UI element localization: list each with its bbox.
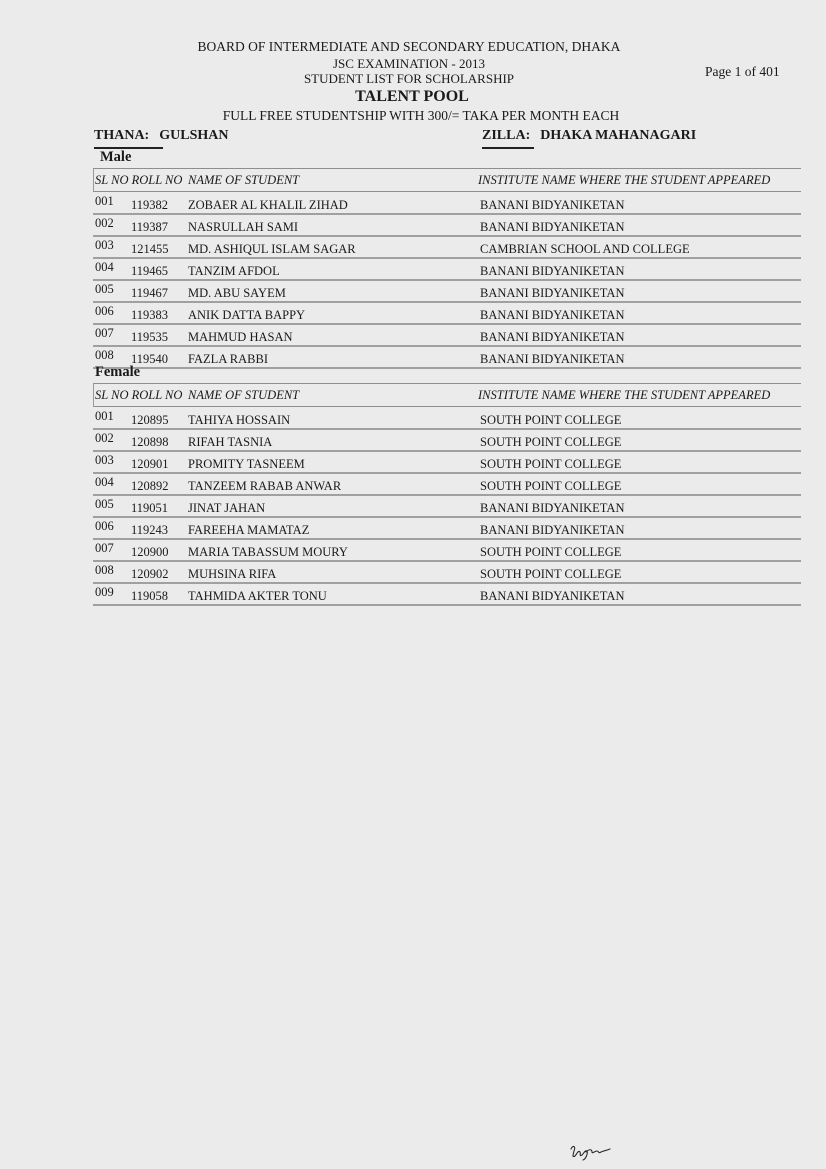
column-name: NAME OF STUDENT [188,173,300,187]
institute-name: BANANI BIDYANIKETAN [480,523,625,537]
table-row [93,303,801,325]
sl-no: 005 [95,497,114,511]
roll-no: 119467 [131,286,169,300]
sl-no: 004 [95,475,114,489]
institute-name: BANANI BIDYANIKETAN [480,264,625,278]
table-row [93,496,801,518]
sl-no: 003 [95,238,114,252]
female-section-title: Female [95,364,141,380]
roll-no: 119465 [131,264,169,278]
female-table-body [93,408,801,606]
table-row [93,215,801,237]
column-institute: INSTITUTE NAME WHERE THE STUDENT APPEARED [478,173,771,187]
sl-no: 003 [95,453,114,467]
student-name: TANZIM AFDOL [188,264,280,278]
table-row [93,584,801,606]
sl-no: 007 [95,326,114,340]
category-title: TALENT POOL [355,88,469,105]
thana-field [94,128,228,144]
sl-no: 005 [95,282,114,296]
student-name: MARIA TABASSUM MOURY [188,545,348,559]
sl-no: 008 [95,348,114,362]
student-name: ANIK DATTA BAPPY [188,308,306,322]
student-name: TAHIYA HOSSAIN [188,413,291,427]
student-name: TAHMIDA AKTER TONU [188,589,327,603]
table-row [93,193,801,215]
institute-name: SOUTH POINT COLLEGE [480,457,622,471]
institute-name: BANANI BIDYANIKETAN [480,501,625,515]
roll-no: 119243 [131,523,169,537]
table-row [93,281,801,303]
zilla-value: DHAKA MAHANAGARI [540,128,697,143]
roll-no: 121455 [131,242,169,256]
list-title: STUDENT LIST FOR SCHOLARSHIP [303,71,515,86]
student-name: JINAT JAHAN [188,501,266,515]
column-institute: INSTITUTE NAME WHERE THE STUDENT APPEARED [478,388,771,402]
roll-no: 120898 [131,435,169,449]
student-name: MUHSINA RIFA [188,567,277,581]
roll-no: 120901 [131,457,169,471]
institute-name: CAMBRIAN SCHOOL AND COLLEGE [480,242,690,256]
roll-no: 120902 [131,567,169,581]
table-row [93,452,801,474]
male-section-title: Male [100,149,132,165]
sl-no: 001 [95,194,114,208]
roll-no: 120900 [131,545,169,559]
column-sl-roll: SL NO ROLL NO [95,388,183,402]
sl-no: 006 [95,519,114,533]
table-row [93,347,801,369]
sl-no: 006 [95,304,114,318]
female-table-header [93,383,801,407]
column-sl-roll: SL NO ROLL NO [95,173,183,187]
table-row [93,259,801,281]
student-name: PROMITY TASNEEM [188,457,305,471]
scholarship-subtitle: FULL FREE STUDENTSHIP WITH 300/= TAKA PER MONTH EACH [222,108,620,123]
student-name: MD. ASHIQUL ISLAM SAGAR [188,242,356,256]
sl-no: 007 [95,541,114,555]
institute-name: SOUTH POINT COLLEGE [480,545,622,559]
thana-label: THANA: [94,128,150,143]
institute-name: BANANI BIDYANIKETAN [480,220,625,234]
exam-title: JSC EXAMINATION - 2013 [332,56,486,71]
student-name: FAZLA RABBI [188,352,268,366]
thana-value: GULSHAN [159,128,229,143]
roll-no: 119051 [131,501,169,515]
sl-no: 008 [95,563,114,577]
institute-name: BANANI BIDYANIKETAN [480,286,625,300]
zilla-field [482,128,696,144]
student-name: MAHMUD HASAN [188,330,293,344]
table-row [93,430,801,452]
sl-no: 001 [95,409,114,423]
institute-name: SOUTH POINT COLLEGE [480,413,622,427]
institute-name: BANANI BIDYANIKETAN [480,308,625,322]
roll-no: 120895 [131,413,169,427]
table-row [93,474,801,496]
male-table-body [93,193,801,369]
institute-name: SOUTH POINT COLLEGE [480,435,622,449]
table-row [93,518,801,540]
student-name: ZOBAER AL KHALIL ZIHAD [188,198,348,212]
table-row [93,237,801,259]
column-name: NAME OF STUDENT [188,388,300,402]
institute-name: BANANI BIDYANIKETAN [480,352,625,366]
roll-no: 119535 [131,330,169,344]
signature-icon [568,1143,612,1166]
institute-name: BANANI BIDYANIKETAN [480,198,625,212]
institute-name: BANANI BIDYANIKETAN [480,330,625,344]
male-table-header [93,168,801,192]
roll-no: 119387 [131,220,169,234]
table-row [93,408,801,430]
student-name: MD. ABU SAYEM [188,286,286,300]
sl-no: 002 [95,431,114,445]
sl-no: 004 [95,260,114,274]
roll-no: 119383 [131,308,169,322]
table-row [93,562,801,584]
table-row [93,540,801,562]
table-row [93,325,801,347]
sl-no: 009 [95,585,114,599]
student-name: TANZEEM RABAB ANWAR [188,479,342,493]
roll-no: 119382 [131,198,169,212]
board-name: BOARD OF INTERMEDIATE AND SECONDARY EDUCATION, DHAKA [197,39,621,54]
student-name: NASRULLAH SAMI [188,220,299,234]
page-number: Page 1 of 401 [705,64,780,79]
institute-name: BANANI BIDYANIKETAN [480,589,625,603]
roll-no: 120892 [131,479,169,493]
roll-no: 119540 [131,352,169,366]
institute-name: SOUTH POINT COLLEGE [480,479,622,493]
student-name: FAREEHA MAMATAZ [188,523,310,537]
roll-no: 119058 [131,589,169,603]
zilla-label: ZILLA: [482,128,531,143]
sl-no: 002 [95,216,114,230]
institute-name: SOUTH POINT COLLEGE [480,567,622,581]
student-name: RIFAH TASNIA [188,435,273,449]
